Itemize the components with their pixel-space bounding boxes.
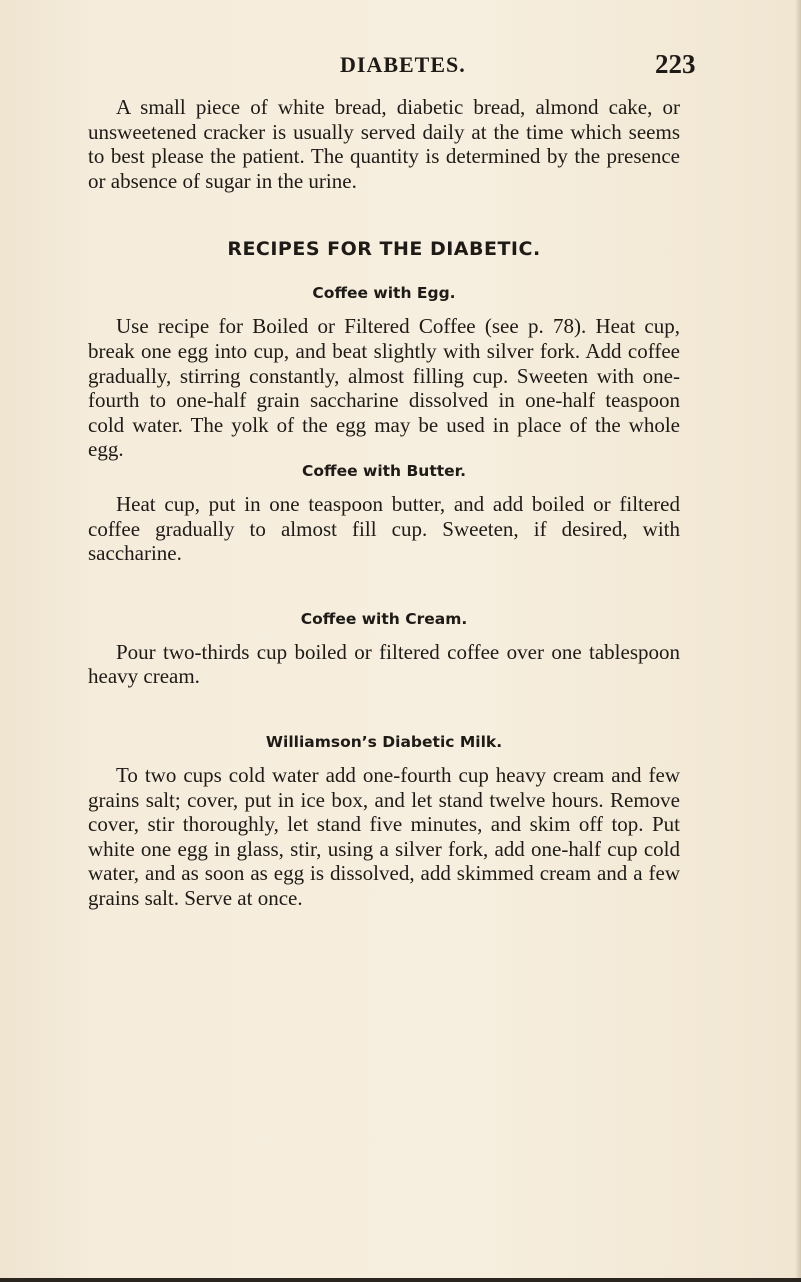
recipe-title-coffee-butter: Coffee with Butter. <box>302 461 466 480</box>
recipe-title-coffee-cream: Coffee with Cream. <box>300 609 468 628</box>
page-header <box>0 49 801 82</box>
page-number: 223 <box>655 49 696 79</box>
page-bottom-edge <box>0 1278 801 1282</box>
recipe-text-diabetic-milk: To two cups cold water add one-fourth cup heavy cream and few grains salt; cover, put in ice box, and let stand twelve hours. Remove cover, stir thoroughly, let stand five minutes, and skim off top. Put white one egg in glass, stir, using a silver fork, add one-half cup cold water, and as soon as egg is dissolved, add skimmed cream and a few grains salt. Serve at once. <box>88 762 680 910</box>
page-edge-shadow <box>795 0 801 1282</box>
recipe-text-coffee-cream: Pour two-thirds cup boiled or filtered coffee over one tablespoon heavy cream. <box>88 639 680 689</box>
recipe-text-coffee-butter: Heat cup, put in one teaspoon butter, and add boiled or filtered coffee gradually to almost fill cup. Sweeten, if desired, with saccharine. <box>88 491 680 566</box>
running-title: DIABETES. <box>340 52 466 77</box>
recipe-text-coffee-egg: Use recipe for Boiled or Filtered Coffee (see p. 78). Heat cup, break one egg into cup, and beat slightly with silver fork. Add coffee gradually, stirring constantly, almost filling cup. Sweeten with one-fourth to one-half grain saccharine dissolved in one-half teaspoon cold water. The yolk of the egg may be used in place of the whole egg. <box>88 314 680 462</box>
intro-paragraph: A small piece of white bread, diabetic bread, almond cake, or unsweetened cracker is usually served daily at the time which seems to best please the patient. The quantity is determined by the presence or absence of sugar in the urine. <box>88 95 680 193</box>
recipe-title-diabetic-milk: Williamson’s Diabetic Milk. <box>265 732 503 751</box>
recipe-title-coffee-egg: Coffee with Egg. <box>312 284 456 303</box>
section-title: RECIPES FOR THE DIABETIC. <box>227 238 541 261</box>
page-content <box>88 95 680 910</box>
